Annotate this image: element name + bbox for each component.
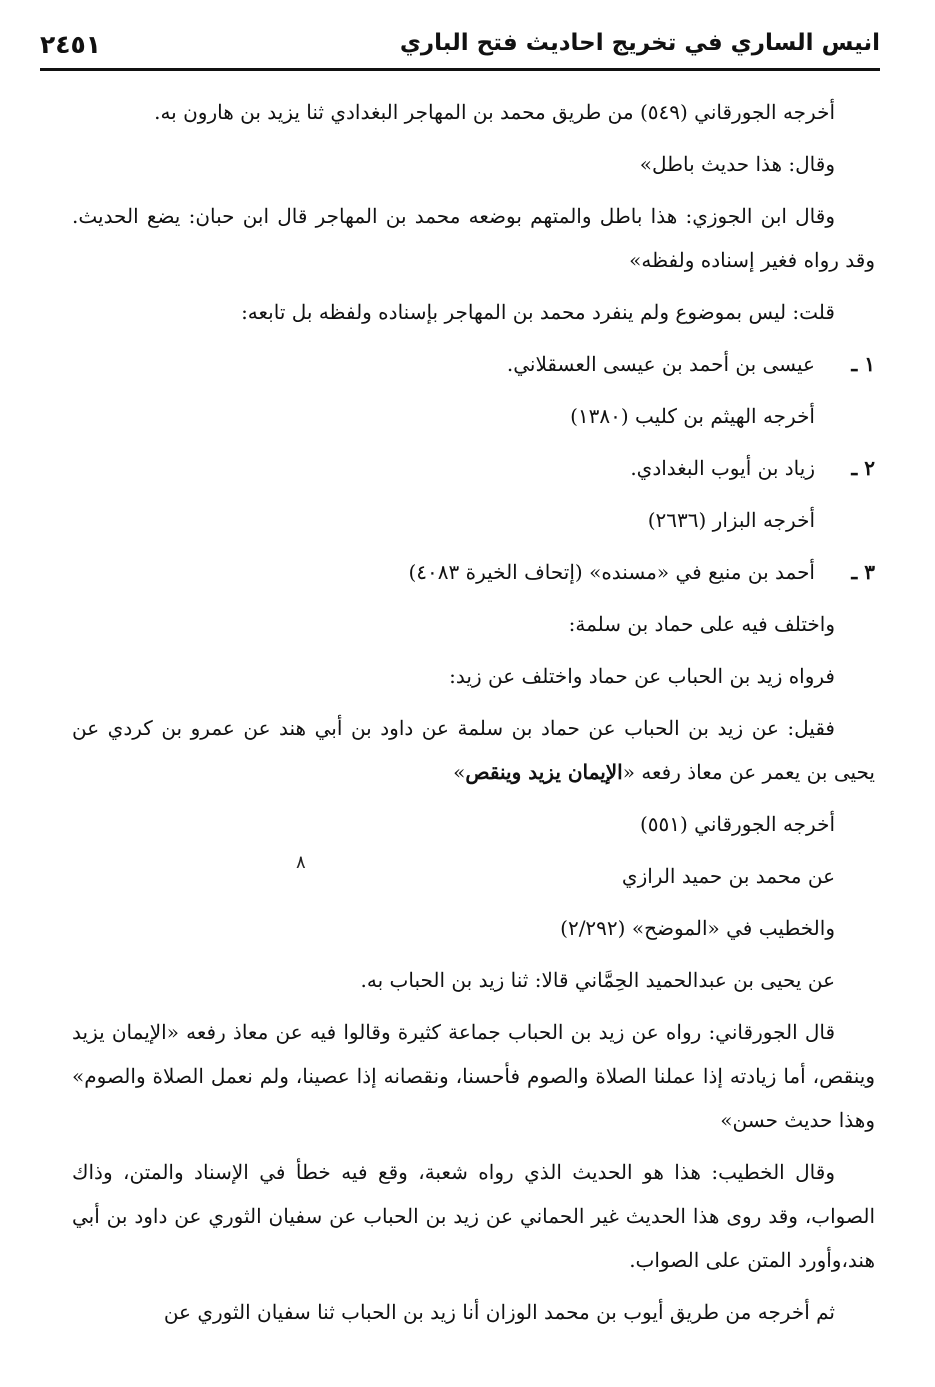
running-title: انيس الساري في تخريج احاديث فتح الباري [399,30,880,56]
paragraph: عن يحيى بن عبدالحميد الحِمَّاني قالا: ثنا زيد بن الحباب به. [360,968,835,992]
item-number: ٣ ـ [851,560,875,584]
item-number: ٢ ـ [851,456,875,480]
item-number: ١ ـ [851,352,875,376]
page-header [40,26,880,66]
list-item [72,550,875,594]
item-text: عيسى بن أحمد بن عيسى العسقلاني. [506,352,815,376]
paragraph: عن محمد بن حميد الرازي [621,864,835,888]
page-number: ٢٤٥١ [40,30,102,59]
paragraph: أخرجه الجورقاني (٥٥١) [639,812,835,836]
bold-hadith-text: الإيمان يزيد وينقص [465,760,623,784]
page-body [72,90,875,1342]
list-item [72,446,875,542]
paragraph: وقال ابن الجوزي: هذا باطل والمتهم بوضعه محمد بن المهاجر قال ابن حبان: يضع الحديث. وقد رواه فغير إسناده ولفظه» [72,204,875,272]
item-text: زياد بن أيوب البغدادي. [630,456,815,480]
paragraph: فقيل: عن زيد بن الحباب عن حماد بن سلمة عن داود بن أبي هند عن عمرو بن كردي عن يحيى بن يعمر عن معاذ رفعه «الإيمان يزيد وينقص» [72,716,875,784]
paragraph: أخرجه الجورقاني (٥٤٩) من طريق محمد بن المهاجر البغدادي ثنا يزيد بن هارون به. [154,100,835,124]
paragraph: وقال: هذا حديث باطل» [639,152,835,176]
paragraph: قلت: ليس بموضوع ولم ينفرد محمد بن المهاجر بإسناده ولفظه بل تابعه: [241,300,835,324]
header-divider [40,68,880,71]
stray-mark: ٨ [296,852,306,873]
item-text: أحمد بن منيع في «مسنده» (إتحاف الخيرة ٤٠٨٣) [408,560,815,584]
item-source: أخرجه الهيثم بن كليب (١٣٨٠) [570,404,815,428]
paragraph: واختلف فيه على حماد بن سلمة: [568,612,835,636]
list-item [72,342,875,438]
paragraph: والخطيب في «الموضح» (٢/٢٩٢) [560,916,835,940]
paragraph: وقال الخطيب: هذا هو الحديث الذي رواه شعبة، وقع فيه خطأ في الإسناد والمتن، وذاك الصواب، وقد روى هذا الحديث غير الحماني عن زيد بن الحباب عن سفيان الثوري عن داود بن أبي هند،وأورد المتن على الصواب. [72,1160,875,1272]
paragraph: قال الجورقاني: رواه عن زيد بن الحباب جماعة كثيرة وقالوا فيه عن معاذ رفعه «الإيمان يزيد وينقص، أما زيادته إذا عملنا الصلاة والصوم فأحسنا، ونقصانه إذا عصينا، ولم نعمل الصلاة والصوم» وهذا حديث حسن» [72,1020,875,1132]
paragraph: فرواه زيد بن الحباب عن حماد واختلف عن زيد: [449,664,835,688]
paragraph: ثم أخرجه من طريق أيوب بن محمد الوزان أنا زيد بن الحباب ثنا سفيان الثوري عن [163,1300,835,1324]
item-source: أخرجه البزار (٢٦٣٦) [647,508,815,532]
